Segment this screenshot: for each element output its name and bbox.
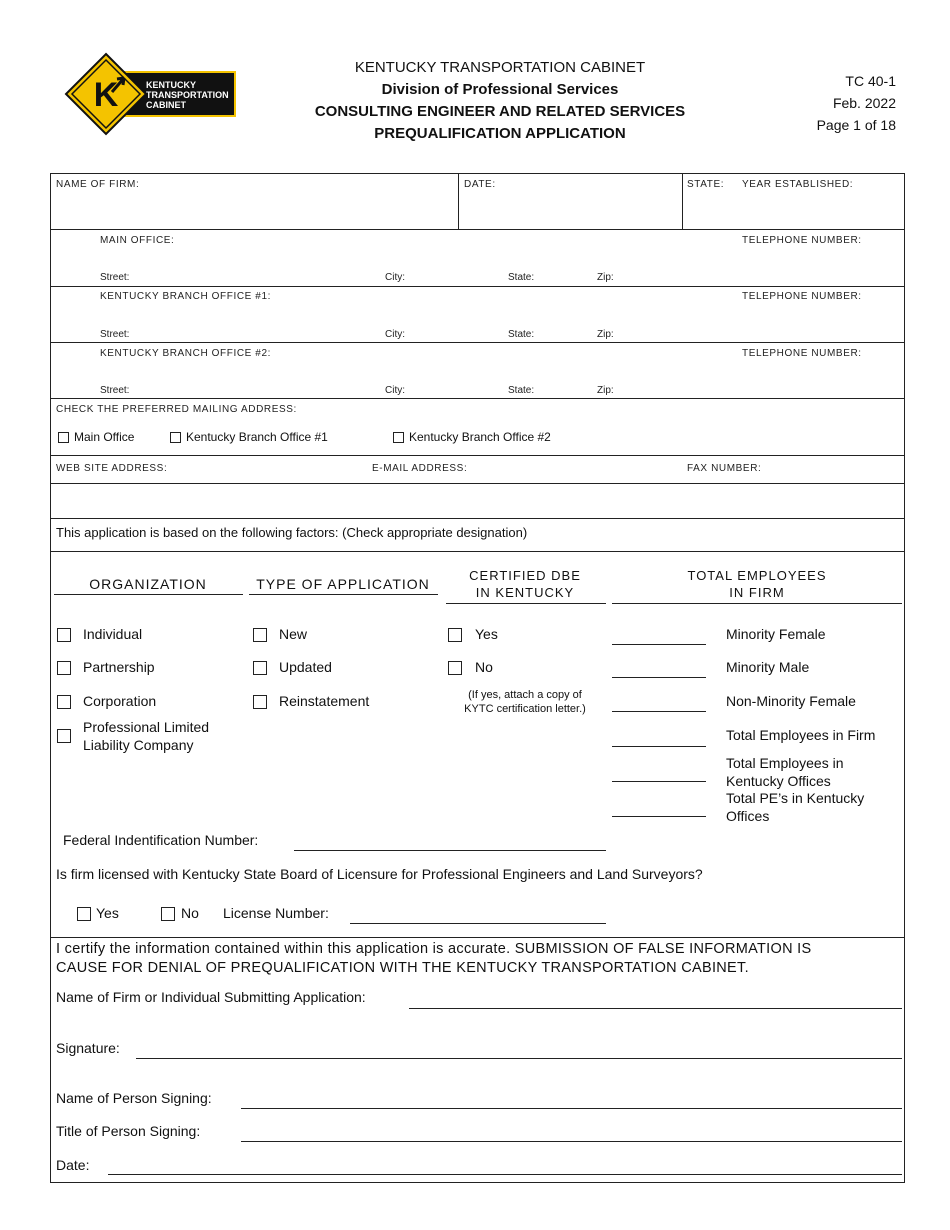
branch1-street-label: Street: [100,329,130,340]
firm-name-label: NAME OF FIRM: [56,179,140,190]
state-label: STATE: [687,179,725,190]
main-state-label: State: [508,272,535,283]
form-title-1: CONSULTING ENGINEER AND RELATED SERVICES [314,103,686,120]
app-updated-checkbox[interactable] [253,661,267,675]
submitter-name-field[interactable] [409,990,902,1008]
submitter-name-label: Name of Firm or Individual Submitting Application: [56,989,366,1005]
org-corporation-checkbox[interactable] [57,695,71,709]
header-block [260,57,740,145]
mailing-main-label: Main Office [74,430,135,444]
branch1-state-label: State: [508,329,535,340]
sign-date-label: Date: [56,1157,90,1173]
dbe-yes-label: Yes [475,626,498,642]
branch2-state-label: State: [508,385,535,396]
emp-minority-male-label: Minority Male [726,659,810,675]
branch2-city-label: City: [385,385,405,396]
dbe-no-checkbox[interactable] [448,661,462,675]
branch2-street-label: Street: [100,385,130,396]
emp-ky-offices-field[interactable] [612,765,706,781]
emp-pe-line2: Offices [726,808,770,824]
certify-line-2: CAUSE FOR DENIAL OF PREQUALIFICATION WITH THE KENTUCKY TRANSPORTATION CABINET. [56,960,749,976]
person-title-field[interactable] [241,1123,902,1141]
emp-minority-male-field[interactable] [612,661,706,677]
person-name-label: Name of Person Signing: [56,1090,212,1106]
person-title-label: Title of Person Signing: [56,1123,201,1139]
license-number-label: License Number: [223,905,329,921]
branch1-label: KENTUCKY BRANCH OFFICE #1: [100,291,272,302]
license-yes-checkbox[interactable] [77,907,91,921]
dbe-yes-checkbox[interactable] [448,628,462,642]
fein-label: Federal Indentification Number: [63,832,259,848]
main-city-label: City: [385,272,405,283]
year-established-label: YEAR ESTABLISHED: [742,179,854,190]
mailing-branch2-checkbox[interactable] [393,432,404,443]
license-question: Is firm licensed with Kentucky State Board of Licensure for Professional Engineers and Land Surveyors? [56,866,703,882]
fax-label: FAX NUMBER: [687,463,762,474]
dbe-note-2: KYTC certification letter.) [464,703,586,715]
emp-pe-line1: Total PE’s in Kentucky [726,790,865,806]
division-name: Division of Professional Services [381,81,619,98]
app-reinstatement-checkbox[interactable] [253,695,267,709]
org-partnership-checkbox[interactable] [57,661,71,675]
signature-label: Signature: [56,1040,120,1056]
emp-total-field[interactable] [612,730,706,746]
person-name-field[interactable] [241,1090,902,1108]
dbe-no-label: No [475,659,493,675]
license-yes-label: Yes [96,905,119,921]
kytc-logo [64,52,239,136]
mailing-branch1-label: Kentucky Branch Office #1 [186,430,328,444]
mailing-label: CHECK THE PREFERRED MAILING ADDRESS: [56,404,297,415]
fein-field[interactable] [294,832,606,850]
date-label: DATE: [464,179,496,190]
main-street-label: Street: [100,272,130,283]
employees-heading [612,567,902,601]
certify-statement [56,940,901,978]
organization-heading: ORGANIZATION [89,576,207,592]
mailing-branch2-label: Kentucky Branch Office #2 [409,430,551,444]
emp-minority-female-field[interactable] [612,628,706,644]
form-frame [50,173,905,1183]
certify-line-1: I certify the information contained within this application is accurate. SUBMISSION OF FALSE INFORMATION IS [56,941,812,957]
sign-date-field[interactable] [108,1156,902,1174]
emp-total-label: Total Employees in Firm [726,727,876,743]
dbe-heading-2: IN KENTUCKY [475,585,575,600]
emp-ky-offices-line1: Total Employees in [726,755,844,771]
firm-name-field[interactable] [56,195,454,225]
branch1-city-label: City: [385,329,405,340]
org-partnership-label: Partnership [83,659,155,675]
website-label: WEB SITE ADDRESS: [56,463,168,474]
logo-text-2: TRANSPORTATION [146,90,229,100]
emp-ky-offices-line2: Kentucky Offices [726,773,831,789]
org-pllc-line1: Professional Limited [83,719,210,735]
signature-field[interactable] [136,1040,902,1058]
dbe-note [445,688,605,716]
emp-minority-female-label: Minority Female [726,626,826,642]
app-new-label: New [279,626,308,642]
logo-letter: K [93,76,119,114]
page-number: Page 1 of 18 [816,117,896,133]
main-office-label: MAIN OFFICE: [100,235,175,246]
emp-pe-label [726,789,864,825]
emp-pe-field[interactable] [612,800,706,816]
app-type-heading: TYPE OF APPLICATION [256,576,430,592]
mailing-branch1-checkbox[interactable] [170,432,181,443]
app-new-checkbox[interactable] [253,628,267,642]
main-office-phone-label: TELEPHONE NUMBER: [742,235,862,246]
dbe-heading-1: CERTIFIED DBE [469,568,581,583]
branch1-phone-label: TELEPHONE NUMBER: [742,291,862,302]
dbe-note-1: (If yes, attach a copy of [468,689,582,701]
branch2-label: KENTUCKY BRANCH OFFICE #2: [100,348,272,359]
employees-heading-1: TOTAL EMPLOYEES [687,568,827,583]
org-pllc-checkbox[interactable] [57,729,71,743]
emp-nonminority-female-label: Non-Minority Female [726,693,856,709]
org-individual-label: Individual [83,626,143,642]
dbe-heading [445,567,605,601]
factors-intro: This application is based on the following factors: (Check appropriate designation) [56,525,528,540]
form-date: Feb. 2022 [832,95,896,111]
form-meta [780,70,896,136]
date-field[interactable] [464,195,678,225]
branch2-zip-label: Zip: [597,385,614,396]
app-updated-label: Updated [279,659,332,675]
main-zip-label: Zip: [597,272,614,283]
org-individual-checkbox[interactable] [57,628,71,642]
email-label: E-MAIL ADDRESS: [372,463,468,474]
agency-name: KENTUCKY TRANSPORTATION CABINET [354,59,646,76]
license-no-checkbox[interactable] [161,907,175,921]
app-reinstatement-label: Reinstatement [279,693,370,709]
branch1-zip-label: Zip: [597,329,614,340]
branch2-phone-label: TELEPHONE NUMBER: [742,348,862,359]
org-corporation-label: Corporation [83,693,157,709]
emp-ky-offices-label [726,754,844,790]
emp-nonminority-female-field[interactable] [612,695,706,711]
mailing-main-checkbox[interactable] [58,432,69,443]
employees-heading-2: IN FIRM [729,585,785,600]
logo-text-3: CABINET [146,100,186,110]
org-pllc-line2: Liability Company [83,737,194,753]
form-title-2: PREQUALIFICATION APPLICATION [374,125,626,142]
org-pllc-label [83,718,209,754]
license-no-label: No [181,905,199,921]
form-number: TC 40-1 [845,73,896,89]
logo-text-1: KENTUCKY [146,80,197,90]
contact-entry-field[interactable] [52,485,903,517]
license-number-field[interactable] [350,905,606,923]
